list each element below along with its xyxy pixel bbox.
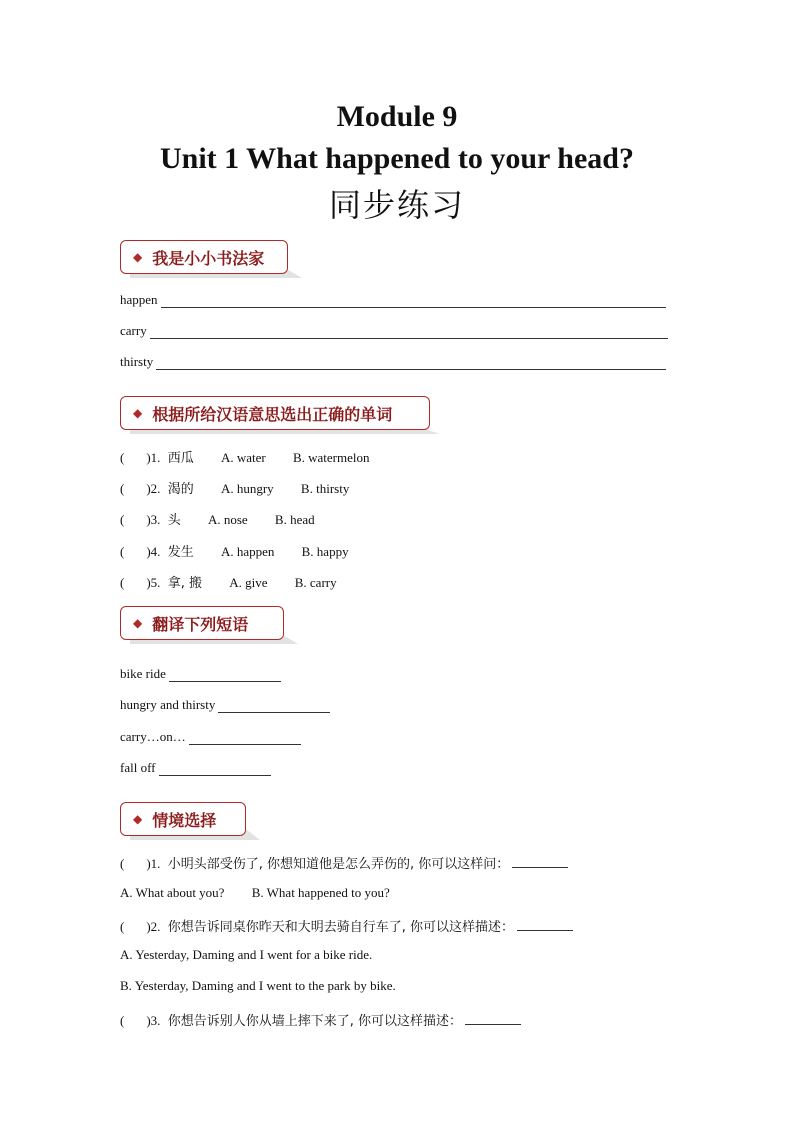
list-item: ( )3. 头 A. nose B. head xyxy=(120,512,315,528)
section-label: 根据所给汉语意思选出正确的单词 xyxy=(152,404,393,424)
question-2-option-b: B. Yesterday, Daming and I went to the park by bike. xyxy=(120,978,396,993)
list-item: ( )1. 西瓜 A. water B. watermelon xyxy=(120,450,370,466)
list-item: ( )2. 渴的 A. hungry B. thirsty xyxy=(120,481,350,497)
question-2: ( )2. 你想告诉同桌你昨天和大明去骑自行车了, 你可以这样描述： xyxy=(120,916,573,935)
question-2-option-a: A. Yesterday, Daming and I went for a bike ride. xyxy=(120,947,373,962)
module-title: Module 9 xyxy=(336,100,458,133)
diamond-icon: ◆ xyxy=(133,406,143,420)
unit-title: Unit 1 What happened to your head? xyxy=(160,142,634,175)
writing-line[interactable]: thirsty xyxy=(120,354,666,370)
list-item: ( )5. 拿, 搬 A. give B. carry xyxy=(120,575,337,591)
writing-line[interactable]: happen xyxy=(120,292,666,308)
section-label: 翻译下列短语 xyxy=(152,614,249,634)
answer-line[interactable] xyxy=(465,1012,521,1025)
phrase-line[interactable]: bike ride xyxy=(120,666,281,682)
section-label: 我是小小书法家 xyxy=(152,248,265,268)
list-item: ( )4. 发生 A. happen B. happy xyxy=(120,544,349,560)
question-1-options: A. What about you? B. What happened to you? xyxy=(120,885,390,900)
writing-line[interactable]: carry xyxy=(120,323,668,339)
phrase-line[interactable]: hungry and thirsty xyxy=(120,697,330,713)
diamond-icon: ◆ xyxy=(133,812,143,826)
diamond-icon: ◆ xyxy=(133,250,143,264)
question-1: ( )1. 小明头部受伤了, 你想知道他是怎么弄伤的, 你可以这样问： xyxy=(120,853,568,872)
diamond-icon: ◆ xyxy=(133,616,143,630)
phrase-line[interactable]: carry…on… xyxy=(120,729,301,745)
phrase-line[interactable]: fall off xyxy=(120,760,271,776)
section-label: 情境选择 xyxy=(152,810,217,830)
subtitle: 同步练习 xyxy=(328,186,465,224)
answer-line[interactable] xyxy=(517,918,573,931)
answer-line[interactable] xyxy=(512,855,568,868)
question-3: ( )3. 你想告诉别人你从墙上摔下来了, 你可以这样描述： xyxy=(120,1010,521,1029)
